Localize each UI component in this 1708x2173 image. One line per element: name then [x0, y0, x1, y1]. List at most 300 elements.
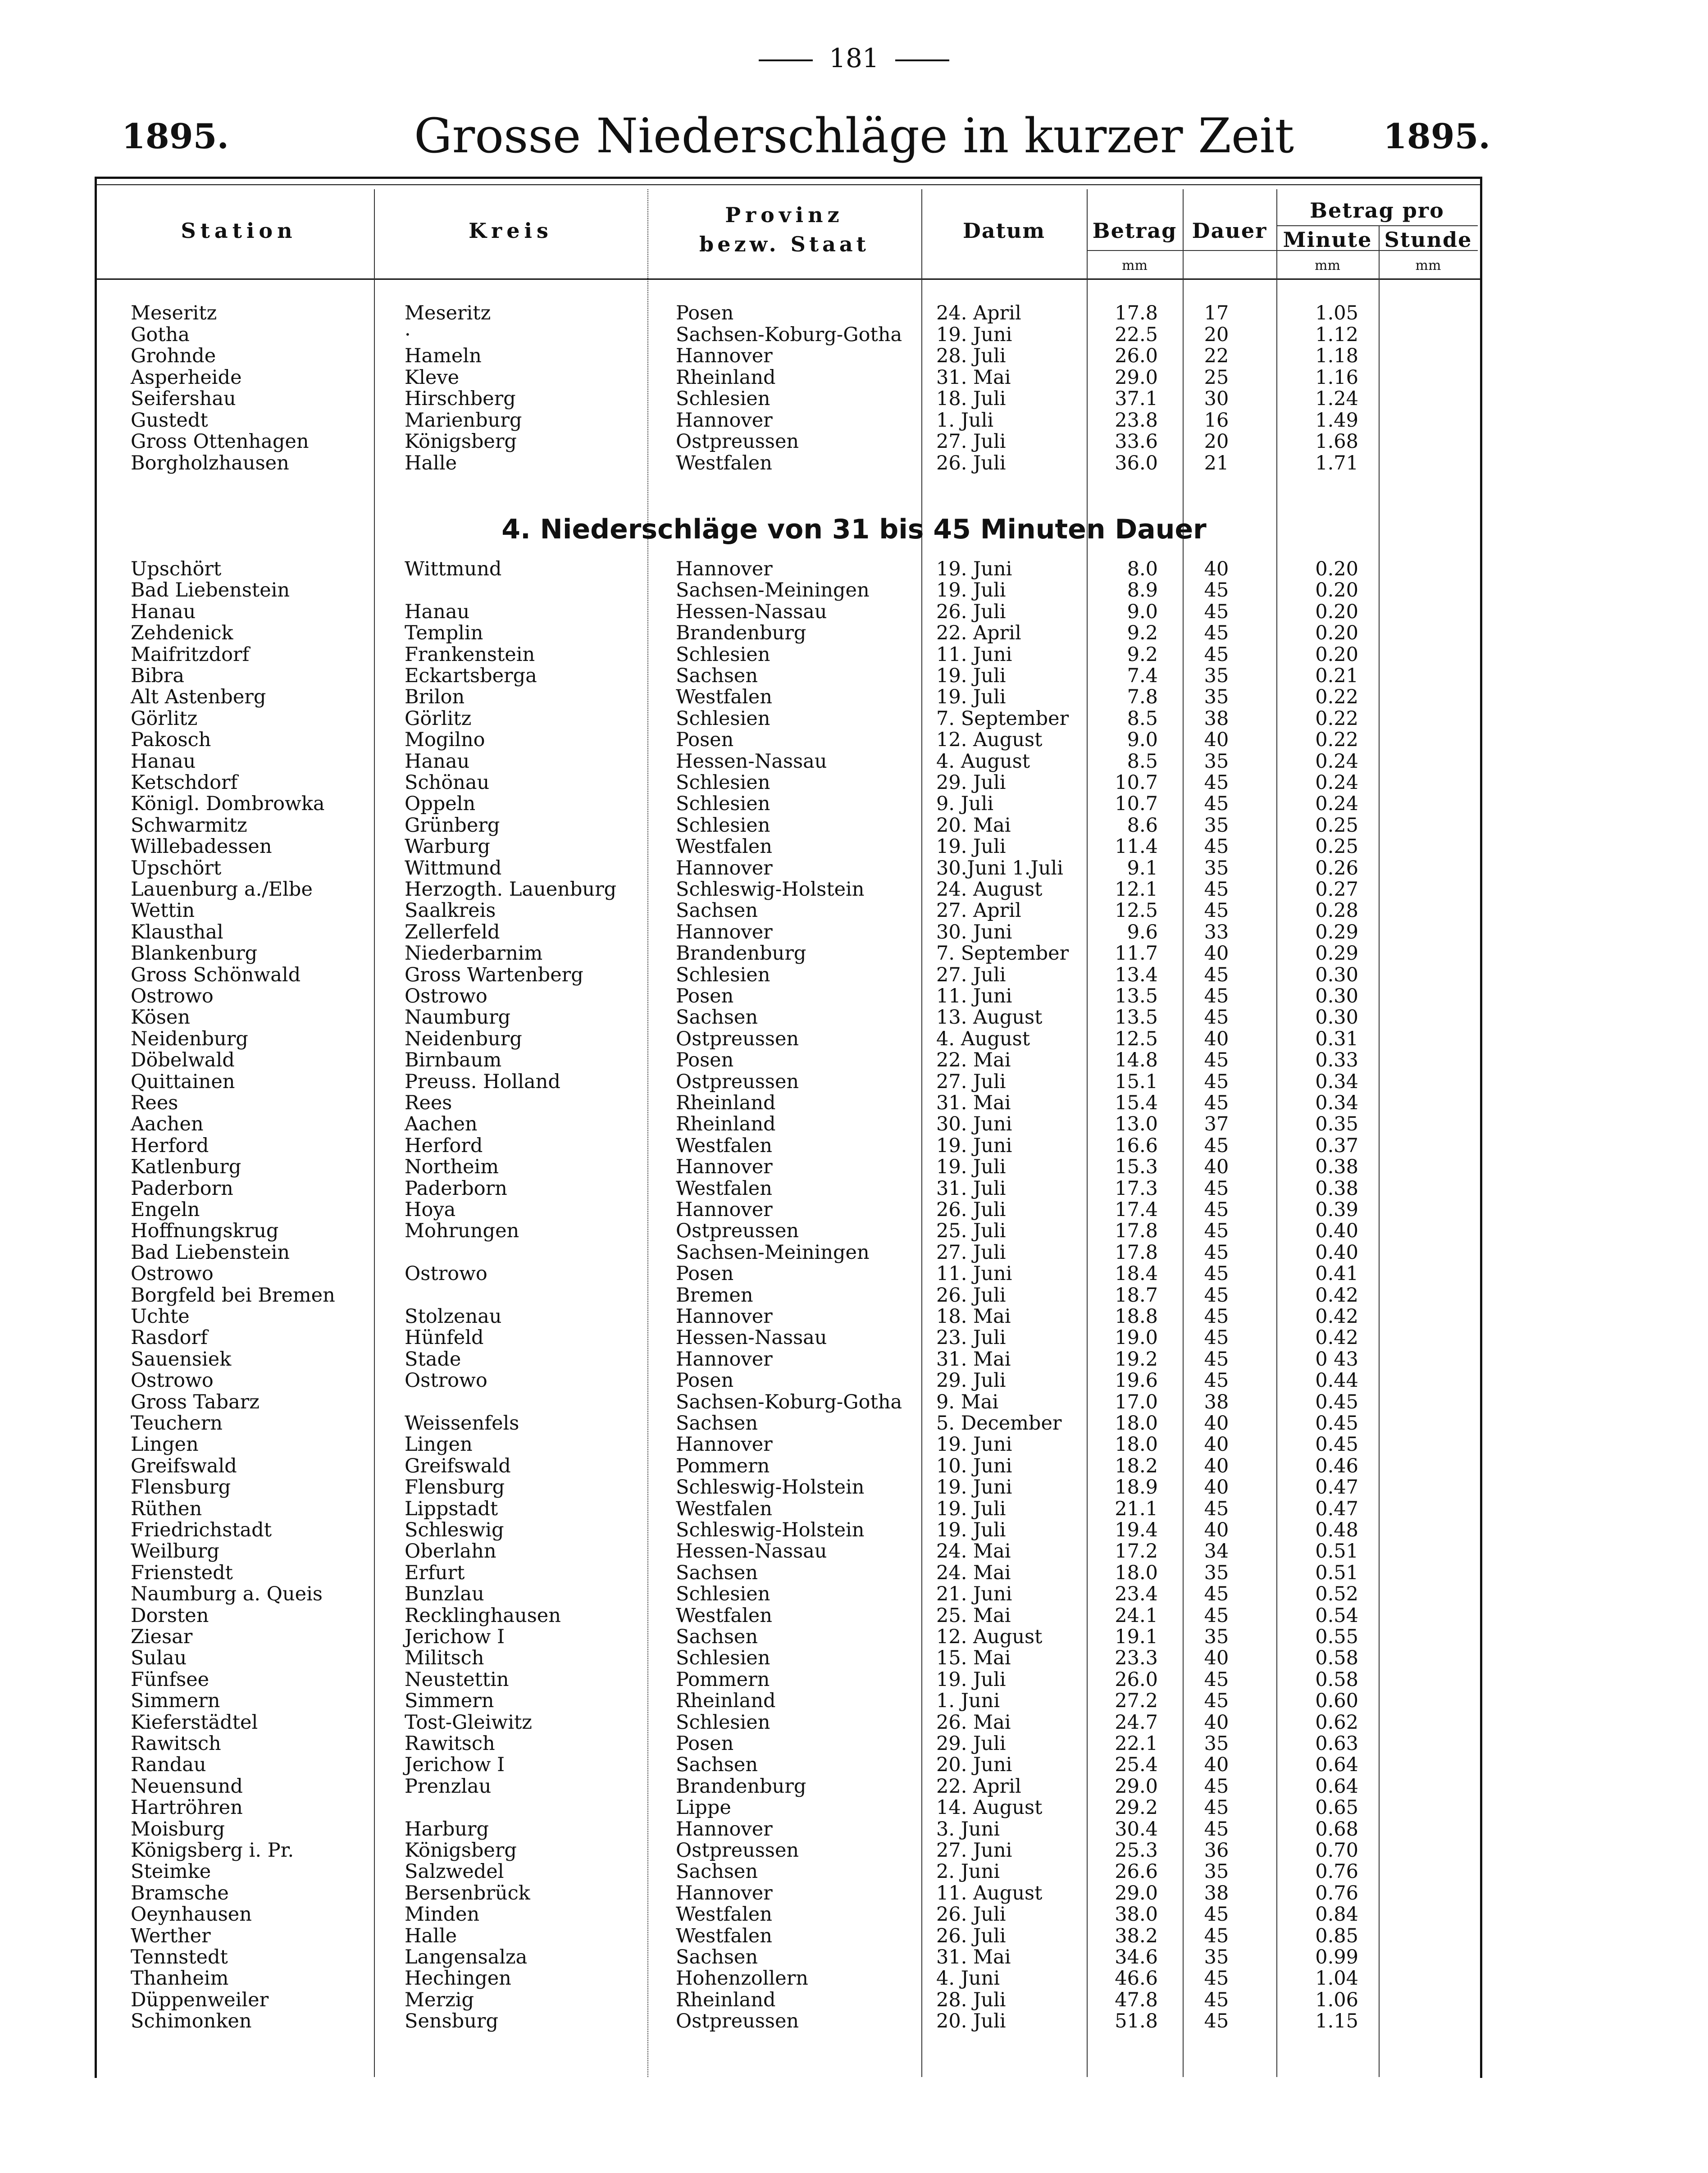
table-row: [0, 1819, 1708, 1840]
betrag-minute-cell: 0.64: [1315, 1754, 1358, 1777]
betrag-minute-cell: 0.76: [1315, 1860, 1358, 1883]
table-row: [0, 580, 1708, 601]
provinz-cell: Hessen-Nassau: [676, 750, 827, 773]
station-cell: Neuensund: [131, 1775, 243, 1798]
dauer-cell: 45: [1204, 1241, 1229, 1264]
station-cell: Tennstedt: [131, 1946, 228, 1968]
table-row: [0, 1968, 1708, 1989]
kreis-cell: Stolzenau: [405, 1305, 502, 1328]
provinz-cell: Westfalen: [676, 1604, 772, 1627]
datum-cell: 19. Juli: [936, 579, 1006, 602]
betrag-minute-cell: 0.58: [1315, 1647, 1358, 1670]
betrag-minute-cell: 0.45: [1315, 1412, 1358, 1435]
datum-cell: 20. Juli: [936, 2010, 1006, 2033]
provinz-cell: Ostpreussen: [676, 1070, 799, 1093]
dauer-cell: 45: [1204, 1369, 1229, 1392]
kreis-cell: Mohrungen: [405, 1220, 519, 1243]
betrag-cell: 29.0: [1115, 1775, 1158, 1798]
betrag-minute-cell: 0.38: [1315, 1177, 1358, 1200]
datum-cell: 9. Mai: [936, 1390, 999, 1413]
dauer-cell: 45: [1204, 878, 1229, 901]
station-cell: Friedrichstadt: [131, 1519, 272, 1541]
provinz-cell: Sachsen: [676, 1561, 758, 1584]
dauer-cell: 45: [1204, 1326, 1229, 1349]
table-row: [0, 1926, 1708, 1947]
dauer-cell: 38: [1204, 707, 1229, 730]
datum-cell: 22. April: [936, 622, 1021, 645]
betrag-minute-cell: 0.44: [1315, 1369, 1358, 1392]
datum-cell: 28. Juli: [936, 345, 1006, 367]
kreis-cell: Halle: [405, 451, 457, 474]
kreis-cell: Königsberg: [405, 1839, 517, 1862]
table-row: [0, 1648, 1708, 1669]
betrag-cell: 29.2: [1115, 1796, 1158, 1819]
provinz-cell: Hannover: [676, 920, 773, 943]
betrag-minute-cell: 0.42: [1315, 1326, 1358, 1349]
datum-cell: 7. September: [936, 707, 1069, 730]
station-cell: Asperheide: [131, 366, 242, 389]
betrag-minute-cell: 0.52: [1315, 1583, 1358, 1606]
betrag-minute-cell: 0.26: [1315, 856, 1358, 879]
betrag-minute-cell: 1.71: [1315, 451, 1358, 474]
table-row: [0, 1327, 1708, 1348]
betrag-minute-cell: 0.22: [1315, 729, 1358, 752]
dauer-cell: 45: [1204, 985, 1229, 1007]
betrag-cell: 17.3: [1115, 1177, 1158, 1200]
table-row: [0, 324, 1708, 346]
provinz-cell: Westfalen: [676, 1497, 772, 1520]
table-row: [0, 1029, 1708, 1050]
kreis-cell: Sensburg: [405, 2010, 498, 2033]
betrag-minute-cell: 1.49: [1315, 409, 1358, 432]
provinz-cell: Schlesien: [676, 707, 770, 730]
station-cell: Gross Tabarz: [131, 1390, 260, 1413]
provinz-cell: Rheinland: [676, 1113, 776, 1136]
table-row: [0, 751, 1708, 772]
betrag-minute-cell: 0.29: [1315, 942, 1358, 965]
datum-cell: 1. Juli: [936, 409, 994, 432]
betrag-minute-cell: 0.48: [1315, 1519, 1358, 1541]
datum-cell: 26. Juli: [936, 1198, 1006, 1221]
betrag-cell: 8.0: [1127, 558, 1158, 580]
dauer-cell: 45: [1204, 1583, 1229, 1606]
betrag-cell: 23.8: [1115, 409, 1158, 432]
dauer-cell: 45: [1204, 1049, 1229, 1072]
station-cell: Klausthal: [131, 920, 223, 943]
datum-cell: 27. April: [936, 899, 1021, 922]
betrag-cell: 19.2: [1115, 1348, 1158, 1371]
betrag-minute-cell: 1.05: [1315, 302, 1358, 324]
datum-cell: 12. August: [936, 1626, 1043, 1648]
betrag-minute-cell: 0.46: [1315, 1454, 1358, 1477]
betrag-cell: 15.3: [1115, 1156, 1158, 1179]
header-betrag-pro: Betrag pro: [1310, 198, 1444, 223]
betrag-minute-cell: 0.84: [1315, 1903, 1358, 1926]
provinz-cell: Pommern: [676, 1454, 770, 1477]
betrag-cell: 22.5: [1115, 323, 1158, 346]
betrag-cell: 13.5: [1115, 1006, 1158, 1029]
dauer-cell: 40: [1204, 1454, 1229, 1477]
table-row: [0, 559, 1708, 580]
header-provinz-2: bezw. Staat: [699, 232, 870, 256]
header-datum: Datum: [962, 219, 1046, 243]
station-cell: Simmern: [131, 1690, 220, 1713]
station-cell: Bramsche: [131, 1881, 229, 1904]
provinz-cell: Westfalen: [676, 451, 772, 474]
kreis-cell: Prenzlau: [405, 1775, 492, 1798]
provinz-cell: Ostpreussen: [676, 430, 799, 453]
provinz-cell: Rheinland: [676, 1092, 776, 1114]
provinz-cell: Brandenburg: [676, 942, 806, 965]
dauer-cell: 20: [1204, 323, 1229, 346]
betrag-minute-cell: 1.68: [1315, 430, 1358, 453]
table-row: [0, 879, 1708, 900]
betrag-minute-cell: 1.12: [1315, 323, 1358, 346]
kreis-cell: Hechingen: [405, 1967, 511, 1990]
betrag-minute-cell: 0.58: [1315, 1668, 1358, 1691]
betrag-minute-cell: 0.25: [1315, 835, 1358, 858]
station-cell: Lauenburg a./Elbe: [131, 878, 313, 901]
table-row: [0, 1990, 1708, 2011]
betrag-cell: 8.9: [1127, 579, 1158, 602]
provinz-cell: Hannover: [676, 1198, 773, 1221]
table-row: [0, 1733, 1708, 1754]
dauer-cell: 25: [1204, 366, 1229, 389]
dauer-cell: 16: [1204, 409, 1229, 432]
dauer-cell: 30: [1204, 387, 1229, 410]
betrag-cell: 18.0: [1115, 1561, 1158, 1584]
datum-cell: 26. Juli: [936, 451, 1006, 474]
provinz-cell: Ostpreussen: [676, 1220, 799, 1243]
station-cell: Greifswald: [131, 1454, 237, 1477]
dauer-cell: 45: [1204, 1348, 1229, 1371]
station-cell: Ketschdorf: [131, 771, 238, 794]
station-cell: Ostrowo: [131, 985, 214, 1007]
betrag-cell: 23.4: [1115, 1583, 1158, 1606]
dauer-cell: 34: [1204, 1540, 1229, 1563]
station-cell: Gotha: [131, 323, 190, 346]
provinz-cell: Hannover: [676, 345, 773, 367]
kreis-cell: Schönau: [405, 771, 490, 794]
table-row: [0, 1690, 1708, 1712]
dauer-cell: 45: [1204, 1668, 1229, 1691]
table-row: [0, 1776, 1708, 1797]
betrag-minute-cell: 0.30: [1315, 963, 1358, 986]
datum-cell: 19. Juni: [936, 558, 1012, 580]
betrag-minute-cell: 0.63: [1315, 1732, 1358, 1755]
datum-cell: 30. Juni: [936, 920, 1012, 943]
dauer-cell: 45: [1204, 1284, 1229, 1307]
datum-cell: 4. August: [936, 1027, 1030, 1050]
betrag-minute-cell: 0.65: [1315, 1796, 1358, 1819]
station-cell: Hartröhren: [131, 1796, 243, 1819]
datum-cell: 19. Juli: [936, 1156, 1006, 1179]
dauer-cell: 35: [1204, 665, 1229, 687]
kreis-cell: Stade: [405, 1348, 461, 1371]
dauer-cell: 45: [1204, 622, 1229, 645]
betrag-cell: 25.4: [1115, 1754, 1158, 1777]
unit-betrag: mm: [1122, 258, 1148, 273]
table-row: [0, 346, 1708, 367]
table-row: [0, 1007, 1708, 1028]
table-row: [0, 687, 1708, 708]
betrag-cell: 18.0: [1115, 1412, 1158, 1435]
table-row: [0, 388, 1708, 410]
betrag-minute-cell: 0.29: [1315, 920, 1358, 943]
kreis-cell: Wittmund: [405, 856, 502, 879]
provinz-cell: Sachsen: [676, 1946, 758, 1968]
betrag-cell: 19.0: [1115, 1326, 1158, 1349]
betrag-cell: 18.2: [1115, 1454, 1158, 1477]
station-cell: Upschört: [131, 856, 222, 879]
station-cell: Wettin: [131, 899, 195, 922]
dauer-cell: 45: [1204, 771, 1229, 794]
dauer-cell: 35: [1204, 750, 1229, 773]
dauer-cell: 45: [1204, 1070, 1229, 1093]
betrag-cell: 27.2: [1115, 1690, 1158, 1713]
year-right: 1895.: [1383, 116, 1490, 156]
dauer-cell: 38: [1204, 1881, 1229, 1904]
datum-cell: 13. August: [936, 1006, 1043, 1029]
kreis-cell: Tost-Gleiwitz: [405, 1711, 532, 1734]
betrag-cell: 12.5: [1115, 1027, 1158, 1050]
betrag-minute-cell: 0.35: [1315, 1113, 1358, 1136]
table-row: [0, 1135, 1708, 1157]
datum-cell: 24. April: [936, 302, 1021, 324]
provinz-cell: Westfalen: [676, 1903, 772, 1926]
kreis-cell: Königsberg: [405, 430, 517, 453]
datum-cell: 27. Juli: [936, 1241, 1006, 1264]
header-provinz: Provinz: [725, 203, 844, 227]
provinz-cell: Hannover: [676, 1156, 773, 1179]
betrag-minute-cell: 0.64: [1315, 1775, 1358, 1798]
betrag-cell: 13.0: [1115, 1113, 1158, 1136]
datum-cell: 19. Juli: [936, 1668, 1006, 1691]
kreis-cell: Harburg: [405, 1818, 489, 1840]
station-cell: Ostrowo: [131, 1369, 214, 1392]
betrag-cell: 18.4: [1115, 1262, 1158, 1285]
provinz-cell: Posen: [676, 1262, 734, 1285]
betrag-cell: 38.2: [1115, 1924, 1158, 1947]
kreis-cell: Eckartsberga: [405, 665, 537, 687]
table-row: [0, 1669, 1708, 1690]
table-row: [0, 601, 1708, 623]
betrag-cell: 17.2: [1115, 1540, 1158, 1563]
provinz-cell: Westfalen: [676, 1177, 772, 1200]
provinz-cell: Rheinland: [676, 1988, 776, 2011]
dauer-cell: 45: [1204, 579, 1229, 602]
table-row: [0, 2011, 1708, 2032]
table-row: [0, 1263, 1708, 1285]
station-cell: Schwarmitz: [131, 814, 247, 837]
station-cell: Aachen: [131, 1113, 204, 1136]
kreis-cell: Görlitz: [405, 707, 472, 730]
table-row: [0, 1157, 1708, 1178]
dauer-cell: 45: [1204, 1220, 1229, 1243]
kreis-cell: Militsch: [405, 1647, 484, 1670]
betrag-cell: 26.6: [1115, 1860, 1158, 1883]
kreis-cell: Aachen: [405, 1113, 478, 1136]
datum-cell: 19. Juli: [936, 1497, 1006, 1520]
betrag-minute-cell: 0.20: [1315, 558, 1358, 580]
kreis-cell: Neidenburg: [405, 1027, 522, 1050]
betrag-cell: 13.5: [1115, 985, 1158, 1007]
datum-cell: 18. Juli: [936, 387, 1006, 410]
station-cell: Naumburg a. Queis: [131, 1583, 323, 1606]
station-cell: Randau: [131, 1754, 206, 1777]
table-row: [0, 772, 1708, 793]
betrag-cell: 10.7: [1115, 793, 1158, 815]
betrag-cell: 8.5: [1127, 750, 1158, 773]
table-row: [0, 793, 1708, 815]
provinz-cell: Schleswig-Holstein: [676, 1519, 865, 1541]
table-row: [0, 1754, 1708, 1776]
datum-cell: 11. Juni: [936, 985, 1012, 1007]
betrag-minute-cell: 0.42: [1315, 1284, 1358, 1307]
betrag-cell: 16.6: [1115, 1134, 1158, 1157]
dauer-cell: 45: [1204, 1305, 1229, 1328]
kreis-cell: Rees: [405, 1092, 452, 1114]
provinz-cell: Schlesien: [676, 793, 770, 815]
station-cell: Engeln: [131, 1198, 200, 1221]
station-cell: Weilburg: [131, 1540, 219, 1563]
provinz-cell: Pommern: [676, 1668, 770, 1691]
station-cell: Neidenburg: [131, 1027, 248, 1050]
dauer-cell: 45: [1204, 1006, 1229, 1029]
dauer-cell: 45: [1204, 1988, 1229, 2011]
table-row: [0, 1499, 1708, 1520]
provinz-cell: Sachsen: [676, 1754, 758, 1777]
kreis-cell: Hoya: [405, 1198, 456, 1221]
kreis-cell: Ostrowo: [405, 985, 487, 1007]
kreis-cell: Jerichow I: [405, 1626, 505, 1648]
kreis-cell: Bersenbrück: [405, 1881, 530, 1904]
station-cell: Oeynhausen: [131, 1903, 252, 1926]
dauer-cell: 45: [1204, 835, 1229, 858]
dauer-cell: 22: [1204, 345, 1229, 367]
station-cell: Uchte: [131, 1305, 190, 1328]
kreis-cell: Hirschberg: [405, 387, 516, 410]
provinz-cell: Hannover: [676, 1305, 773, 1328]
dauer-cell: 35: [1204, 814, 1229, 837]
datum-cell: 31. Juli: [936, 1177, 1006, 1200]
provinz-cell: Westfalen: [676, 1134, 772, 1157]
dauer-cell: 40: [1204, 1711, 1229, 1734]
datum-cell: 5. December: [936, 1412, 1062, 1435]
station-cell: Alt Astenberg: [131, 686, 266, 709]
kreis-cell: Warburg: [405, 835, 490, 858]
betrag-minute-cell: 1.04: [1315, 1967, 1358, 1990]
betrag-cell: 21.1: [1115, 1497, 1158, 1520]
datum-cell: 26. Mai: [936, 1711, 1011, 1734]
dauer-cell: 45: [1204, 963, 1229, 986]
kreis-cell: Hameln: [405, 345, 482, 367]
betrag-cell: 25.3: [1115, 1839, 1158, 1862]
kreis-cell: Weissenfels: [405, 1412, 519, 1435]
datum-cell: 31. Mai: [936, 1092, 1011, 1114]
dauer-cell: 45: [1204, 1818, 1229, 1840]
provinz-cell: Westfalen: [676, 686, 772, 709]
datum-cell: 25. Mai: [936, 1604, 1011, 1627]
table-row: [0, 1605, 1708, 1626]
table-row: [0, 1883, 1708, 1904]
datum-cell: 19. Juli: [936, 835, 1006, 858]
betrag-minute-cell: 0.24: [1315, 771, 1358, 794]
betrag-cell: 9.0: [1127, 729, 1158, 752]
betrag-minute-cell: 0.24: [1315, 793, 1358, 815]
betrag-minute-cell: 0.30: [1315, 1006, 1358, 1029]
dauer-cell: 35: [1204, 1946, 1229, 1968]
table-row: [0, 1861, 1708, 1882]
datum-cell: 29. Juli: [936, 1369, 1006, 1392]
dauer-cell: 45: [1204, 1690, 1229, 1713]
betrag-minute-cell: 0.45: [1315, 1433, 1358, 1456]
station-cell: Hanau: [131, 600, 196, 623]
dauer-cell: 40: [1204, 942, 1229, 965]
betrag-minute-cell: 0.76: [1315, 1881, 1358, 1904]
dauer-cell: 45: [1204, 1497, 1229, 1520]
datum-cell: 1. Juni: [936, 1690, 1000, 1713]
subheader-rule: [1276, 225, 1478, 226]
station-cell: Bibra: [131, 665, 185, 687]
betrag-minute-cell: 0 43: [1315, 1348, 1358, 1371]
betrag-cell: 38.0: [1115, 1903, 1158, 1926]
provinz-cell: Sachsen: [676, 1006, 758, 1029]
station-cell: Pakosch: [131, 729, 211, 752]
table-row: [0, 1242, 1708, 1263]
betrag-cell: 7.8: [1127, 686, 1158, 709]
dauer-cell: 40: [1204, 729, 1229, 752]
datum-cell: 10. Juni: [936, 1454, 1012, 1477]
kreis-cell: Greifswald: [405, 1454, 511, 1477]
table-row: [0, 1797, 1708, 1818]
betrag-cell: 19.1: [1115, 1626, 1158, 1648]
betrag-minute-cell: 0.37: [1315, 1134, 1358, 1157]
betrag-minute-cell: 0.22: [1315, 707, 1358, 730]
dauer-cell: 40: [1204, 1519, 1229, 1541]
betrag-cell: 19.6: [1115, 1369, 1158, 1392]
table-row: [0, 1477, 1708, 1498]
table-row: [0, 1584, 1708, 1605]
dauer-cell: 45: [1204, 643, 1229, 666]
betrag-minute-cell: 0.34: [1315, 1070, 1358, 1093]
kreis-cell: Hanau: [405, 600, 470, 623]
datum-cell: 29. Juli: [936, 1732, 1006, 1755]
betrag-cell: 22.1: [1115, 1732, 1158, 1755]
station-cell: Rawitsch: [131, 1732, 221, 1755]
provinz-cell: Sachsen-Koburg-Gotha: [676, 1390, 902, 1413]
kreis-cell: Lippstadt: [405, 1497, 498, 1520]
table-row: [0, 1904, 1708, 1925]
betrag-cell: 15.1: [1115, 1070, 1158, 1093]
datum-cell: 19. Juli: [936, 1519, 1006, 1541]
station-cell: Gross Ottenhagen: [131, 430, 309, 453]
station-cell: Sauensiek: [131, 1348, 232, 1371]
station-cell: Bad Liebenstein: [131, 1241, 290, 1264]
betrag-minute-cell: 0.20: [1315, 600, 1358, 623]
dauer-cell: 40: [1204, 1156, 1229, 1179]
station-cell: Ziesar: [131, 1626, 193, 1648]
page-number-dash-left: [759, 59, 813, 61]
table-row: [0, 858, 1708, 879]
dauer-cell: 40: [1204, 1647, 1229, 1670]
station-cell: Hanau: [131, 750, 196, 773]
betrag-cell: 17.4: [1115, 1198, 1158, 1221]
dauer-cell: 45: [1204, 600, 1229, 623]
provinz-cell: Sachsen: [676, 1626, 758, 1648]
dauer-cell: 45: [1204, 1262, 1229, 1285]
betrag-cell: 29.0: [1115, 366, 1158, 389]
